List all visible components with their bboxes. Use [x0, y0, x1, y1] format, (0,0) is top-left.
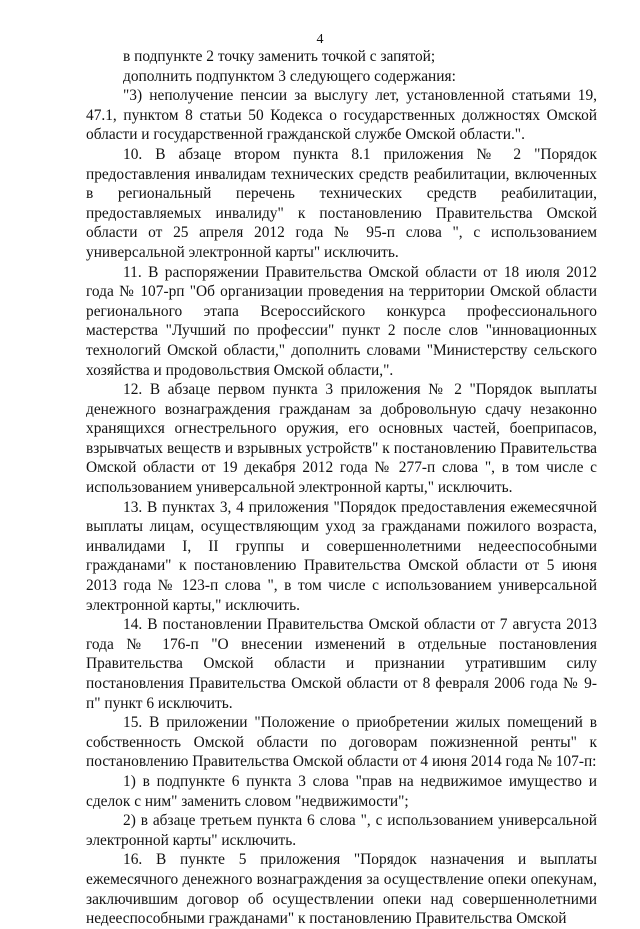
paragraph: в подпункте 2 точку заменить точкой с запятой;: [123, 48, 436, 65]
paragraph: 10. В абзаце втором пункта 8.1 приложения № 2 "Порядок предоставления инвалидам технических средств реабилитации, включенных в региональный перечень технических средств реабилитации, предоставляемых инвалиду" к постановлению Правительства Омской области от 25 апреля 2012 года № 95-п слова ", с использованием универсальной электронной карты" исключить.: [86, 145, 597, 261]
paragraph: 12. В абзаце первом пункта 3 приложения № 2 "Порядок выплаты денежного вознаграждения гражданам за добровольную сдачу незаконно хранящихся огнестрельного оружия, его основных частей, боеприпасов, взрывчатых веществ и взрывных устройств" к постановлению Правительства Омской области от 19 декабря 2012 года № 277-п слова ", в том числе с использованием универсальной электронной карты," исключить.: [86, 381, 597, 497]
paragraph: 14. В постановлении Правительства Омской области от 7 августа 2013 года № 176-п "О внесении изменений в отдельные постановления Правительства Омской области и признании утратившим силу постановления Правительства Омской области от 8 февраля 2006 года № 9-п" пункт 6 исключить.: [86, 616, 597, 712]
paragraph: 16. В пункте 5 приложения "Порядок назначения и выплаты ежемесячного денежного вознаграждения за осуществление опеки опекунам, заключившим договор об осуществлении опеки над совершеннолетними недееспособными гражданами" к постановлению Правительства Омской: [86, 851, 597, 928]
paragraph: 11. В распоряжении Правительства Омской области от 18 июля 2012 года № 107-рп "Об организации проведения на территории Омской области регионального этапа Всероссийского конкурса профессионального мастерства "Лучший по профессии" пункт 2 после слов "инновационных технологий Омской области," дополнить словами "Министерству сельского хозяйства и продовольствия Омской области,".: [86, 263, 597, 379]
paragraph: "3) неполучение пенсии за выслугу лет, установленной статьями 19, 47.1, пунктом 8 статьи 50 Кодекса о государственных должностях Омской области и государственной гражданской службе Омской области.".: [86, 87, 597, 144]
paragraph: дополнить подпунктом 3 следующего содержания:: [123, 67, 456, 85]
paragraph: 15. В приложении "Положение о приобретении жилых помещений в собственность Омской области по договорам пожизненной ренты" к постановлению Правительства Омской области от 4 июня 2014 года № 107-п:: [86, 714, 597, 771]
paragraph: 1) в подпункте 6 пункта 3 слова "прав на недвижимое имущество и сделок с ним" заменить словом "недвижимости";: [86, 772, 597, 810]
document-body: [86, 47, 597, 929]
paragraph: 2) в абзаце третьем пункта 6 слова ", с использованием универсальной электронной карты" исключить.: [86, 812, 597, 849]
paragraph: 13. В пунктах 3, 4 приложения "Порядок предоставления ежемесячной выплаты лицам, осуществляющим уход за гражданами пожилого возраста, инвалидами I, II группы и совершеннолетними недееспособными гражданами" к постановлению Правительства Омской области от 5 июня 2013 года № 123-п слова ", в том числе с использованием универсальной электронной карты," исключить.: [86, 498, 597, 614]
page-number: 4: [316, 32, 324, 47]
